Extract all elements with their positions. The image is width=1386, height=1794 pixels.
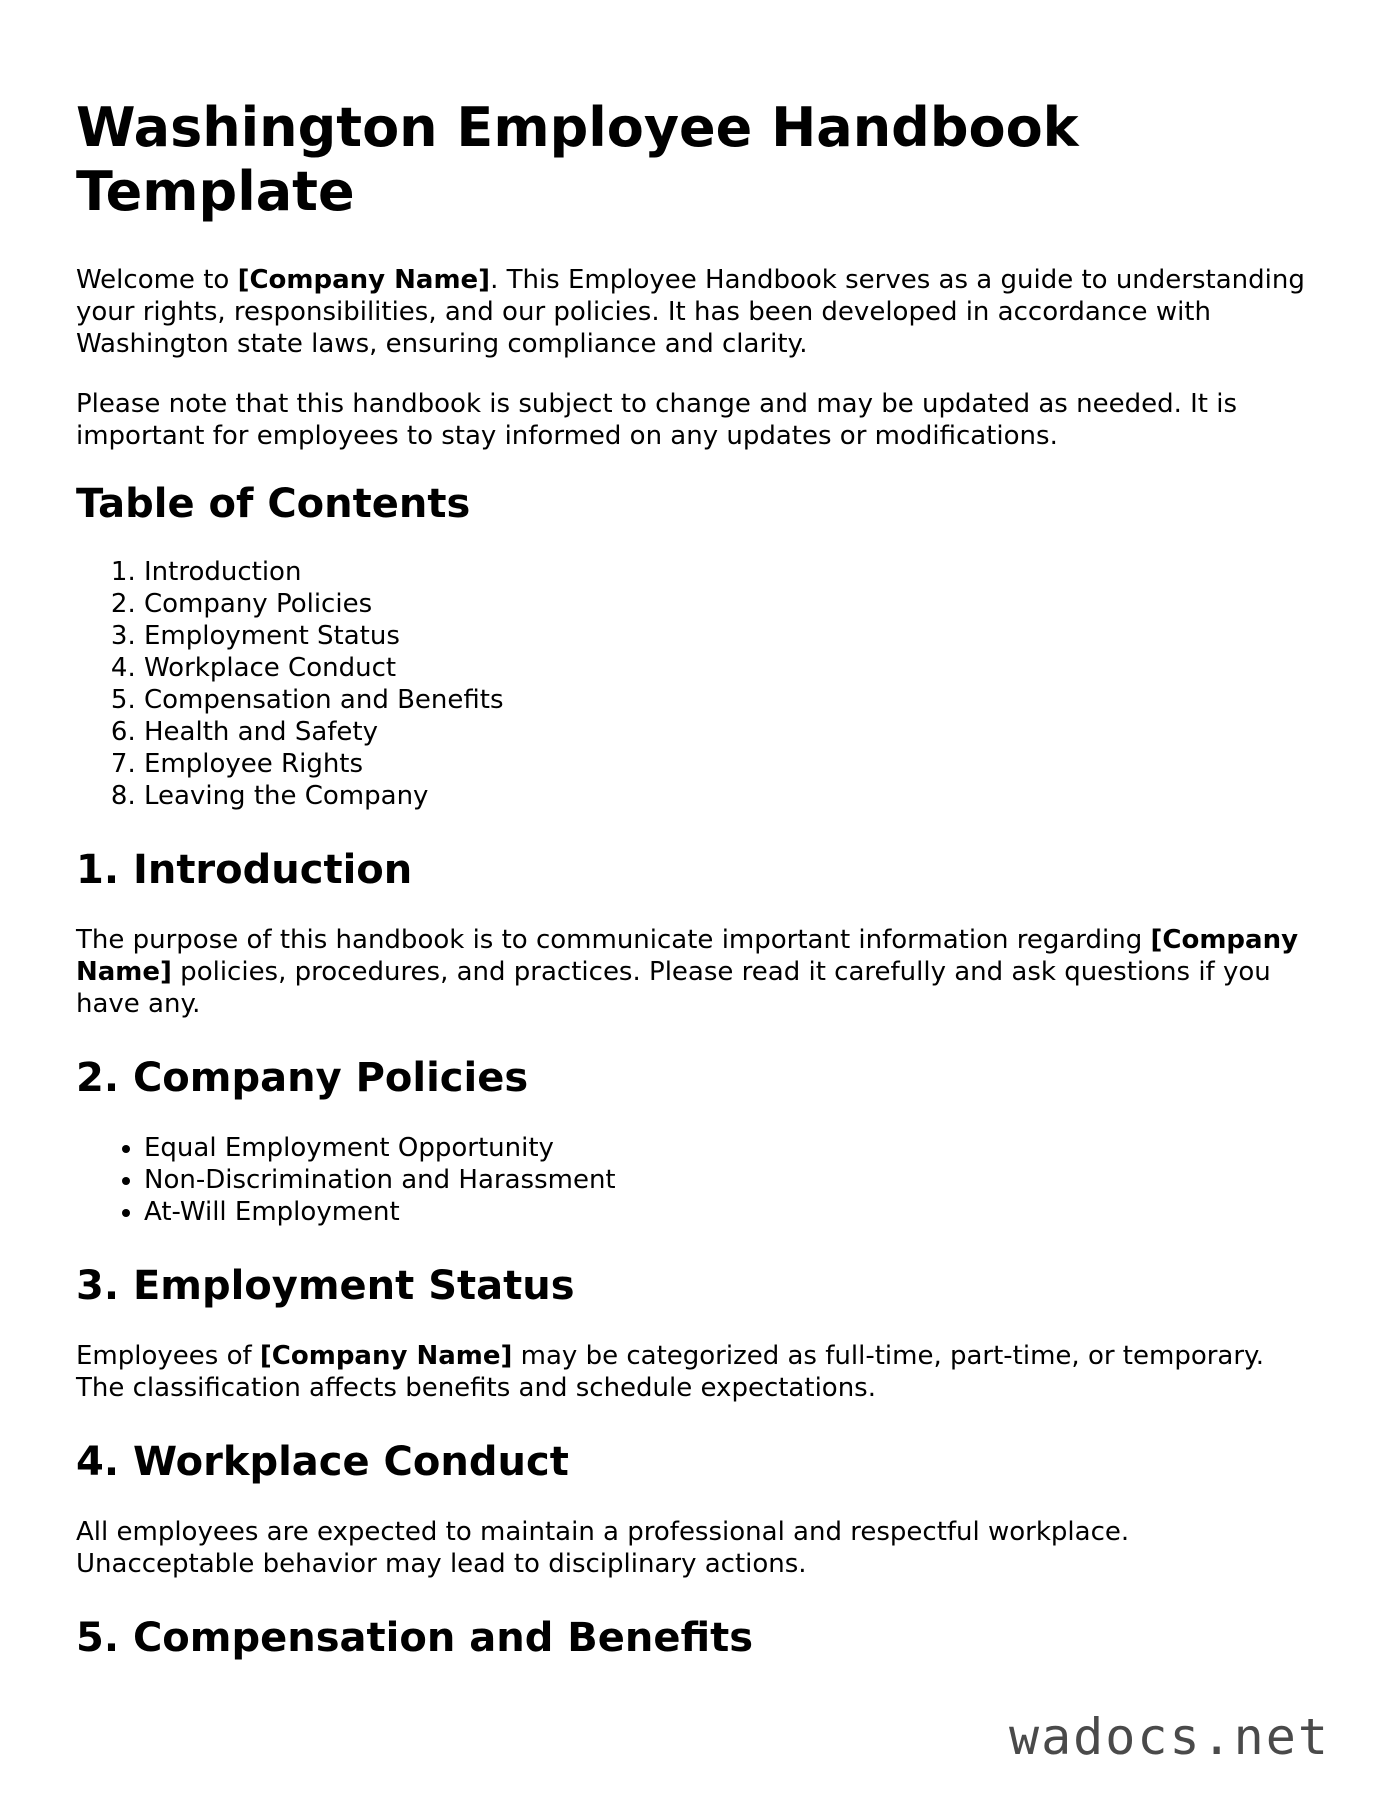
- intro-paragraph-1: [76, 264, 1306, 360]
- toc-item: 6. Health and Safety: [144, 716, 1306, 748]
- toc-item: 7. Employee Rights: [144, 748, 1306, 780]
- toc-list: [76, 556, 1306, 812]
- company-name-placeholder: [Company Name]: [76, 925, 1299, 987]
- status-text-pre: Employees of: [76, 1341, 260, 1371]
- section-heading-policies: 2. Company Policies: [76, 1055, 529, 1101]
- toc-item: 5. Compensation and Benefits: [144, 684, 1306, 716]
- policy-item: • At-Will Employment: [144, 1196, 1306, 1228]
- policy-item: • Equal Employment Opportunity: [144, 1132, 1306, 1164]
- intro-text-post: . This Employee Handbook serves as a guide to understanding your rights, responsibilities, and our policies. It has been developed in accordance with Washington state laws, ensuring compliance and clarity.: [76, 265, 1305, 359]
- section-heading-compensation: 5. Compensation and Benefits: [76, 1615, 754, 1661]
- introduction-text-pre: The purpose of this handbook is to communicate important information regarding: [76, 925, 1151, 955]
- company-name-placeholder: [Company Name]: [237, 265, 491, 295]
- status-text-post: may be categorized as full-time, part-time, or temporary. The classification affects benefits and schedule expectations.: [76, 1341, 1264, 1403]
- section-heading-conduct: 4. Workplace Conduct: [76, 1439, 569, 1485]
- page-title: Washington Employee Handbook Template: [76, 96, 1079, 223]
- toc-item: 4. Workplace Conduct: [144, 652, 1306, 684]
- section-heading-status: 3. Employment Status: [76, 1263, 575, 1309]
- policy-item: • Non-Discrimination and Harassment: [144, 1164, 1306, 1196]
- intro-text-pre: Welcome to: [76, 265, 238, 295]
- introduction-paragraph: [76, 924, 1306, 1020]
- section-heading-introduction: 1. Introduction: [76, 847, 413, 893]
- toc-item: 1. Introduction: [144, 556, 1306, 588]
- company-name-placeholder: [Company Name]: [259, 1341, 513, 1371]
- toc-item: 8. Leaving the Company: [144, 780, 1306, 812]
- watermark-logo: wadocs.net: [1008, 1708, 1330, 1766]
- policies-list: [76, 1132, 1306, 1228]
- toc-item: 3. Employment Status: [144, 620, 1306, 652]
- conduct-paragraph: All employees are expected to maintain a professional and respectful workplace. Unacceptable behavior may lead to disciplinary actions.: [76, 1517, 1130, 1579]
- toc-heading: Table of Contents: [76, 481, 471, 527]
- status-paragraph: [76, 1340, 1306, 1404]
- introduction-text-post: policies, procedures, and practices. Please read it carefully and ask questions if you have any.: [76, 957, 1271, 1019]
- intro-paragraph-2: Please note that this handbook is subject to change and may be updated as needed. It is important for employees to stay informed on any updates or modifications.: [76, 389, 1238, 451]
- document-page: [76, 96, 1306, 1682]
- toc-item: 2. Company Policies: [144, 588, 1306, 620]
